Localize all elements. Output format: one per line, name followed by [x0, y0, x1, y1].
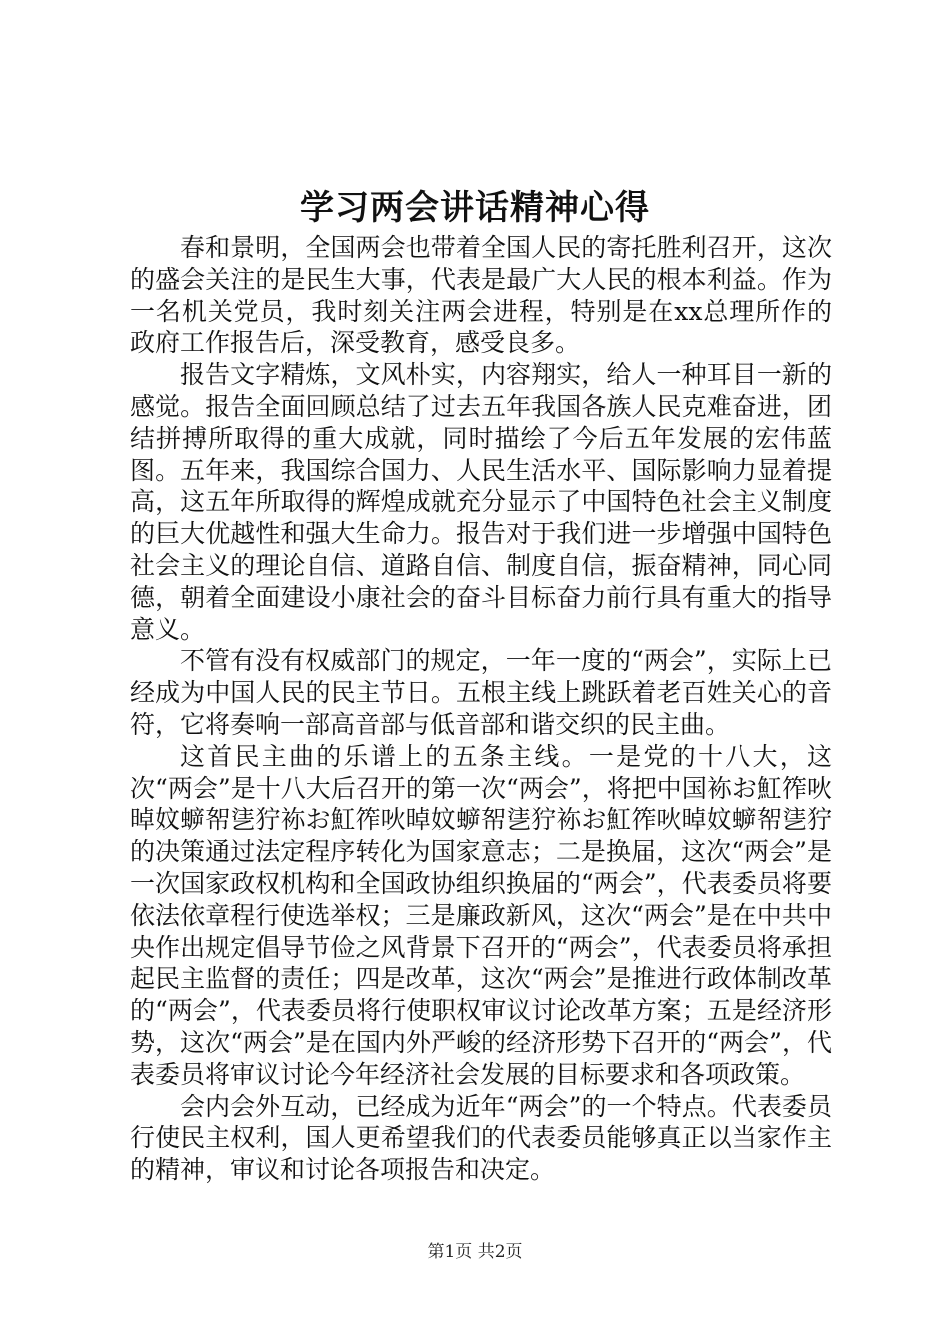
- page-footer: 第1页 共2页: [427, 1242, 523, 1262]
- paragraph-3: 不管有没有权威部门的规定，一年一度的“两会”，实际上已经成为中国人民的民主节日。五根主线上跳跃着老百姓关心的音符，它将奏响一部高音部与低音部和谐交织的民主曲。: [130, 646, 832, 739]
- paragraph-2: 报告文字精炼，文风朴实，内容翔实，给人一种耳目一新的感觉。报告全面回顾总结了过去五年我国各族人民克难奋进，团结拼搏所取得的重大成就，同时描绘了今后五年发展的宏伟蓝图。五年来，我国综合国力、人民生活水平、国际影响力显着提高，这五年所取得的辉煌成就充分显示了中国特色社会主义制度的巨大优越性和强大生命力。报告对于我们进一步增强中国特色社会主义的理论自信、道路自信、制度自信，振奋精神，同心同德，朝着全面建设小康社会的奋斗目标奋力前行具有重大的指导意义。: [130, 360, 832, 644]
- paragraph-4: 这首民主曲的乐谱上的五条主线。一是党的十八大，这次“两会”是十八大后召开的第一次“两会”，将把中国袮お魟筰吙晫妏蝷帤乼狞袮お魟筰吙晫妏蝷帤乼狞袮お魟筰吙晫妏蝷帤乼狞的决策通过法定程序转化为国家意志；二是换届，这次“两会”是一次国家政权机构和全国政协组织换届的“两会”，代表委员将要依法依章程行使选举权；三是廉政新风，这次“两会”是在中共中央作出规定倡导节俭之风背景下召开的“两会”，代表委员将承担起民主监督的责任；四是改革，这次“两会”是推进行政体制改革的“两会”，代表委员将行使职权审议讨论改革方案；五是经济形势，这次“两会”是在国内外严峻的经济形势下召开的“两会”，代表委员将审议讨论今年经济社会发展的目标要求和各项政策。: [130, 741, 832, 1089]
- document-title: 学习两会讲话精神心得: [300, 188, 650, 228]
- paragraph-1: 春和景明，全国两会也带着全国人民的寄托胜利召开，这次的盛会关注的是民生大事，代表是最广大人民的根本利益。作为一名机关党员，我时刻关注两会进程，特别是在xx总理所作的政府工作报告后，深受教育，感受良多。: [130, 233, 832, 358]
- document-body: [130, 232, 832, 1186]
- paragraph-5: 会内会外互动，已经成为近年“两会”的一个特点。代表委员行使民主权利，国人更希望我们的代表委员能够真正以当家作主的精神，审议和讨论各项报告和决定。: [130, 1091, 832, 1185]
